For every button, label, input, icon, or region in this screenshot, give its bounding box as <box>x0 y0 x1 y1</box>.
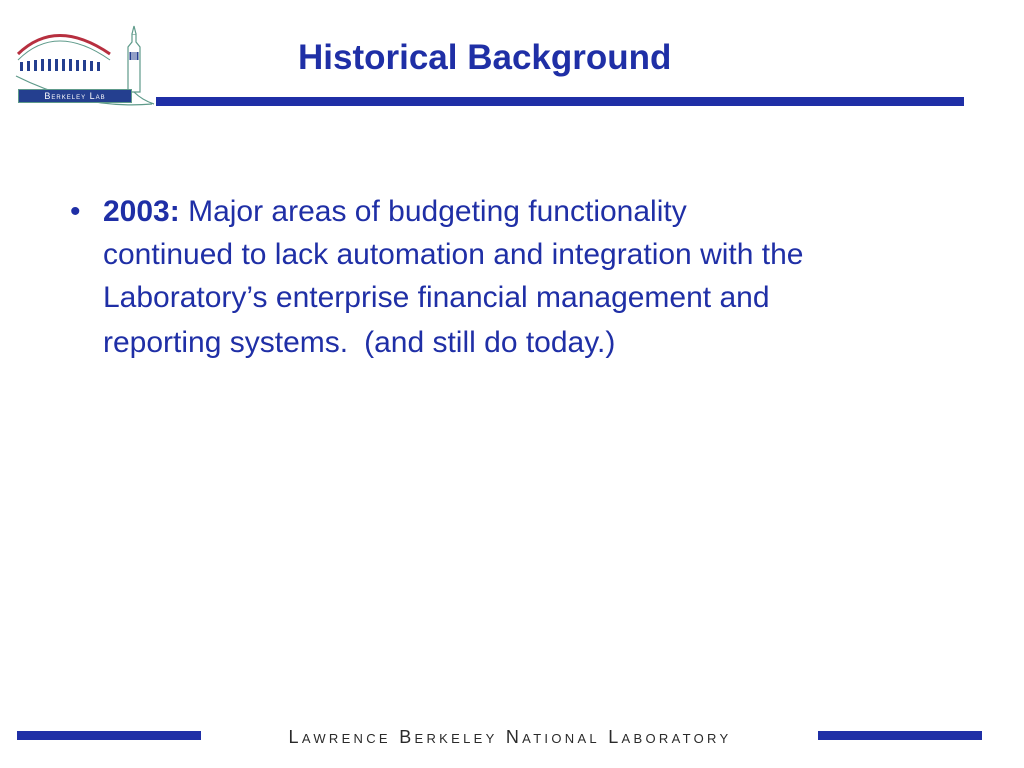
logo-text-band <box>18 89 132 103</box>
bullet-text-line-2: continued to lack automation and integration with the <box>103 238 804 271</box>
slide-content <box>70 190 950 364</box>
bullet-item <box>70 190 950 364</box>
bullet-line-4 <box>103 321 950 364</box>
slide-title: Historical Background <box>298 38 672 77</box>
bullet-text-line-4: reporting systems. <box>103 326 349 359</box>
bullet-text-line-3: Laboratory’s enterprise financial management and <box>103 281 770 314</box>
bullet-text-line-5: (and still do today.) <box>364 326 616 359</box>
bullet-text-line-1: Major areas of budgeting functionality <box>188 195 687 228</box>
footer-rule-right <box>818 731 982 740</box>
footer-rule-left <box>17 731 201 740</box>
logo-text: Berkeley Lab <box>44 91 106 101</box>
berkeley-lab-logo <box>14 18 156 108</box>
footer <box>0 724 1024 750</box>
bullet-year-label: 2003: <box>103 195 180 228</box>
footer-text: Lawrence Berkeley National Laboratory <box>288 727 732 747</box>
bullet-marker: • <box>70 195 81 228</box>
bullet-line-1 <box>103 190 950 233</box>
title-rule <box>156 97 964 106</box>
